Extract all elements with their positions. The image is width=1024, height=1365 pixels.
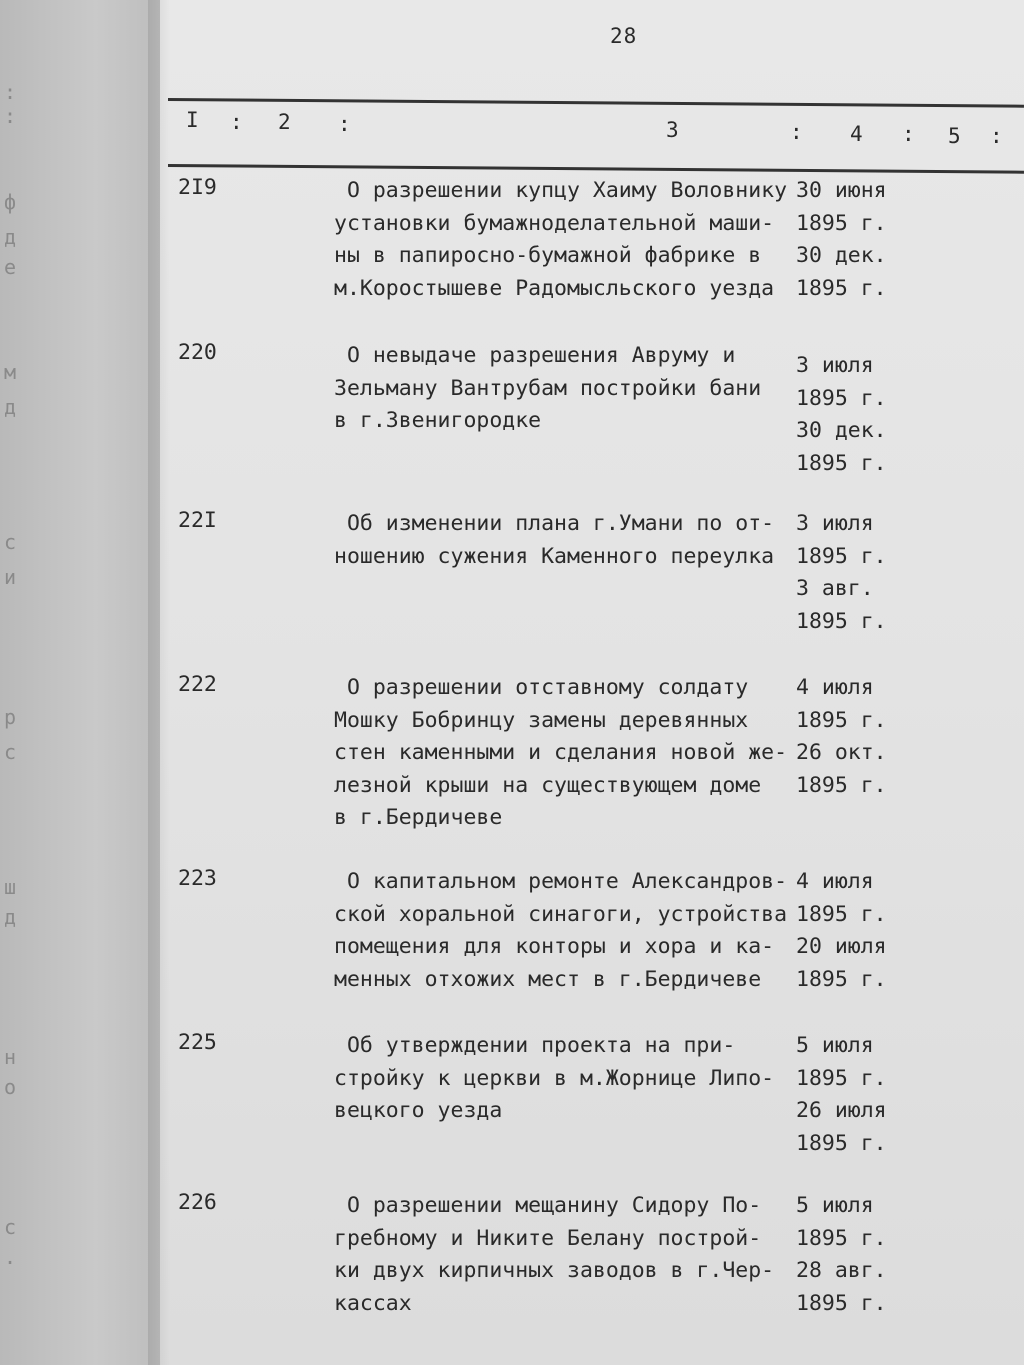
end-year: 1895 г.: [796, 772, 887, 798]
description-line: кассах: [334, 1290, 412, 1316]
column-header-2: 2: [278, 110, 291, 134]
entry-number: 226: [178, 1190, 217, 1215]
description-line: О невыдаче разрешения Авруму и: [334, 343, 736, 368]
description-line: Зельману Вантрубам постройки бани: [334, 375, 762, 401]
entry-description: [334, 866, 804, 996]
end-date: 30 дек.: [796, 418, 887, 443]
entry-number: 222: [178, 672, 217, 697]
description-line: вецкого уезда: [334, 1098, 503, 1123]
start-year: 1895 г.: [796, 385, 887, 411]
description-line: помещения для конторы и хора и ка-: [334, 934, 775, 959]
start-year: 1895 г.: [796, 1225, 887, 1251]
end-date: 30 дек.: [796, 243, 887, 268]
end-date: 28 авг.: [796, 1258, 887, 1283]
entry-number: 223: [178, 866, 217, 891]
entry-description: [334, 672, 804, 835]
start-date: 5 июля: [796, 1033, 874, 1058]
entry-description: [334, 1190, 804, 1320]
entry-description: [334, 175, 804, 305]
start-date: 5 июля: [796, 1193, 874, 1218]
start-year: 1895 г.: [796, 901, 887, 927]
start-year: 1895 г.: [796, 707, 887, 733]
column-separator: :: [990, 124, 1003, 148]
end-year: 1895 г.: [796, 608, 887, 634]
description-line: ки двух кирпичных заводов в г.Чер-: [334, 1258, 775, 1283]
column-header-5: 5: [948, 124, 961, 148]
start-year: 1895 г.: [796, 1065, 887, 1091]
entry-dates: [796, 175, 916, 305]
entry-dates: [796, 1030, 916, 1160]
description-line: Об изменении плана г.Умани по от-: [334, 511, 775, 536]
description-line: О разрешении отставному солдату: [334, 675, 749, 700]
entry-number: 225: [178, 1030, 217, 1055]
column-separator: :: [338, 112, 351, 136]
end-date: 26 июля: [796, 1098, 887, 1123]
entry-dates: [796, 350, 916, 480]
description-line: О разрешении купцу Хаиму Воловнику: [334, 178, 788, 203]
start-date: 4 июля: [796, 869, 874, 894]
description-line: установки бумажноделательной маши-: [334, 210, 775, 236]
entry-dates: [796, 508, 916, 638]
description-line: ны в папиросно-бумажной фабрике в: [334, 243, 762, 268]
column-separator: :: [230, 110, 243, 134]
description-line: в г.Бердичеве: [334, 805, 503, 830]
description-line: стройку к церкви в м.Жорнице Липо-: [334, 1065, 775, 1091]
description-line: Мошку Бобринцу замены деревянных: [334, 707, 749, 733]
description-line: м.Коростышеве Радомысльского уезда: [334, 275, 775, 301]
description-line: ношению сужения Каменного переулка: [334, 543, 775, 569]
end-date: 3 авг.: [796, 576, 874, 601]
entry-number: 2I9: [178, 175, 217, 200]
description-line: менных отхожих мест в г.Бердичеве: [334, 966, 762, 992]
end-year: 1895 г.: [796, 1290, 887, 1316]
description-line: гребному и Никите Белану построй-: [334, 1225, 762, 1251]
entry-description: [334, 508, 804, 573]
description-line: ской хоральной синагоги, устройства: [334, 901, 788, 927]
entry-number: 22I: [178, 508, 217, 533]
column-header-4: 4: [850, 122, 863, 146]
description-line: О разрешении мещанину Сидору По-: [334, 1193, 762, 1218]
end-year: 1895 г.: [796, 450, 887, 476]
start-year: 1895 г.: [796, 210, 887, 236]
start-date: 4 июля: [796, 675, 874, 700]
entry-description: [334, 1030, 804, 1128]
table-column-headers: [0, 104, 1024, 154]
start-year: 1895 г.: [796, 543, 887, 569]
end-date: 26 окт.: [796, 740, 887, 765]
description-line: стен каменными и сделания новой же-: [334, 740, 788, 765]
end-year: 1895 г.: [796, 966, 887, 992]
start-date: 30 июня: [796, 178, 887, 203]
column-header-3: 3: [666, 118, 679, 142]
description-line: лезной крыши на существующем доме: [334, 772, 762, 798]
entry-dates: [796, 1190, 916, 1320]
column-separator: :: [902, 122, 915, 146]
entry-dates: [796, 866, 916, 996]
end-date: 20 июля: [796, 934, 887, 959]
entry-dates: [796, 672, 916, 802]
end-year: 1895 г.: [796, 275, 887, 301]
entry-description: [334, 340, 804, 438]
previous-page-edge: [0, 0, 160, 1365]
description-line: Об утверждении проекта на при-: [334, 1033, 736, 1058]
left-margin-fragments: : : ф д е м д с и р с ш д н о с .: [4, 80, 17, 1269]
entry-number: 220: [178, 340, 217, 365]
description-line: О капитальном ремонте Александров-: [334, 869, 788, 894]
column-header-1: I: [186, 108, 199, 132]
description-line: в г.Звенигородке: [334, 408, 542, 433]
start-date: 3 июля: [796, 353, 874, 378]
page-fold-shadow: [148, 0, 170, 1365]
page-number: 28: [610, 24, 638, 48]
column-separator: :: [790, 120, 803, 144]
end-year: 1895 г.: [796, 1130, 887, 1156]
start-date: 3 июля: [796, 511, 874, 536]
